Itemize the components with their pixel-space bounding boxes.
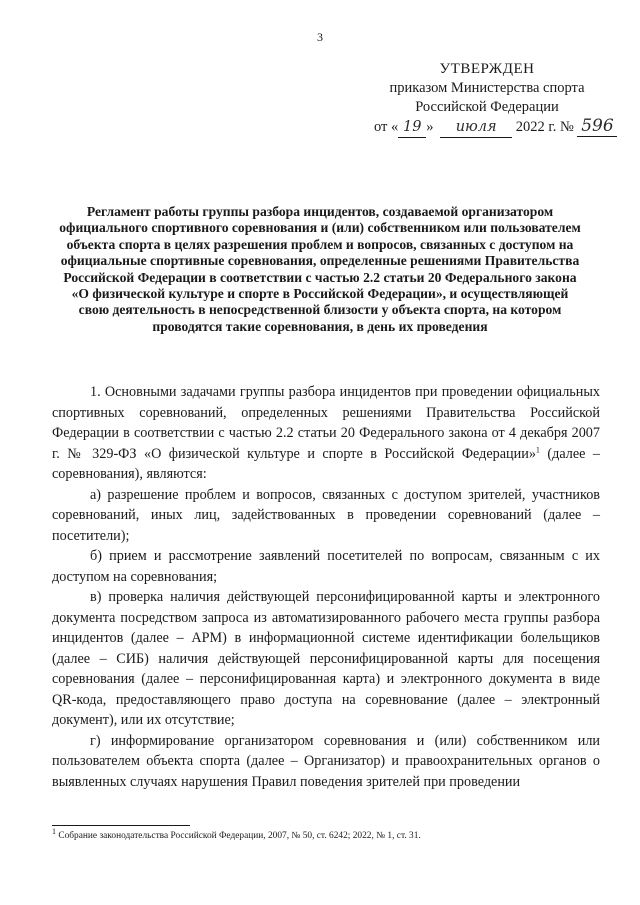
approval-line-2: Российской Федерации xyxy=(415,99,559,115)
footnote-divider xyxy=(52,825,190,826)
approval-line-1: приказом Министерства спорта xyxy=(389,80,585,96)
footnote-reference: 1 xyxy=(535,444,540,454)
paragraph-1-tail: (далее – соревнования), являются: xyxy=(52,445,601,482)
paragraph-1-text: 1. Основными задачами группы разбора инцидентов при проведении официальных спортивных соревнований, определенных решениями Правительства Российской Федерации в соответствии с частью 2.2 статьи 20 Федерального закона от 4 декабря 2007 г. № 329-ФЗ «О физической культуре и спорте в Российской Федерации» xyxy=(52,384,600,462)
approval-heading: УТВЕРЖДЕН xyxy=(439,61,535,77)
paragraph-1 xyxy=(52,382,600,485)
document-body xyxy=(52,382,600,792)
item-b: б) прием и рассмотрение заявлений посетителей по вопросам, связанным с их доступом на соревнования; xyxy=(52,548,600,585)
item-c: в) проверка наличия действующей персонифицированной карты и электронного документа посредством запроса из автоматизированного рабочего места группы разбора инцидентов (далее – АРМ) в информационной системе идентификации болельщиков (далее – СИБ) наличия действующей персонифицированной карты для посещения соревнования (далее – персонифицированная карта) и электронного документа в виде QR-кода, предоставляющего право доступа на соревнование (далее – электронный документ), или их отсутствие; xyxy=(52,589,600,728)
item-d: г) информирование организатором соревнования и (или) собственником или пользователем объекта спорта (далее – Организатор) и правоохранительных органов о выявленных случаях нарушения Правил поведения зрителей при проведении xyxy=(52,732,600,790)
date-mid: » xyxy=(426,119,434,135)
handwritten-day: 19 xyxy=(398,118,426,138)
approval-stamp xyxy=(372,60,614,138)
footnote-mark: 1 xyxy=(52,826,56,836)
footnote-text: Собрание законодательства Российской Федерации, 2007, № 50, ст. 6242; 2022, № 1, ст. 31. xyxy=(56,831,421,841)
handwritten-order-number: 596 xyxy=(577,117,617,137)
page-number: 3 xyxy=(317,30,323,44)
document-title: Регламент работы группы разбора инцидентов, создаваемой организатором официального спортивного соревнования и (или) собственником или пользователем объекта спорта в целях разрешения проблем и вопросов, связанных с доступом на официальные спортивные соревнования, определенные решениями Правительства Российской Федерации в соответствии с частью 2.2 статьи 20 Федерального закона «О физической культуре и спорте в Российской Федерации», и осуществляющей свою деятельность в непосредственной близости у объекта спорта, на котором проводятся такие соревнования, в день их проведения xyxy=(59,204,581,334)
date-prefix: от « xyxy=(374,119,399,135)
item-a: а) разрешение проблем и вопросов, связанных с доступом зрителей, участников соревнований, иных лиц, задействованных в проведении соревнований (далее – посетители); xyxy=(52,486,600,544)
approval-dateline xyxy=(372,116,614,138)
footnote xyxy=(52,826,600,842)
date-year: 2022 г. № xyxy=(515,119,574,135)
handwritten-month: июля xyxy=(440,118,512,138)
